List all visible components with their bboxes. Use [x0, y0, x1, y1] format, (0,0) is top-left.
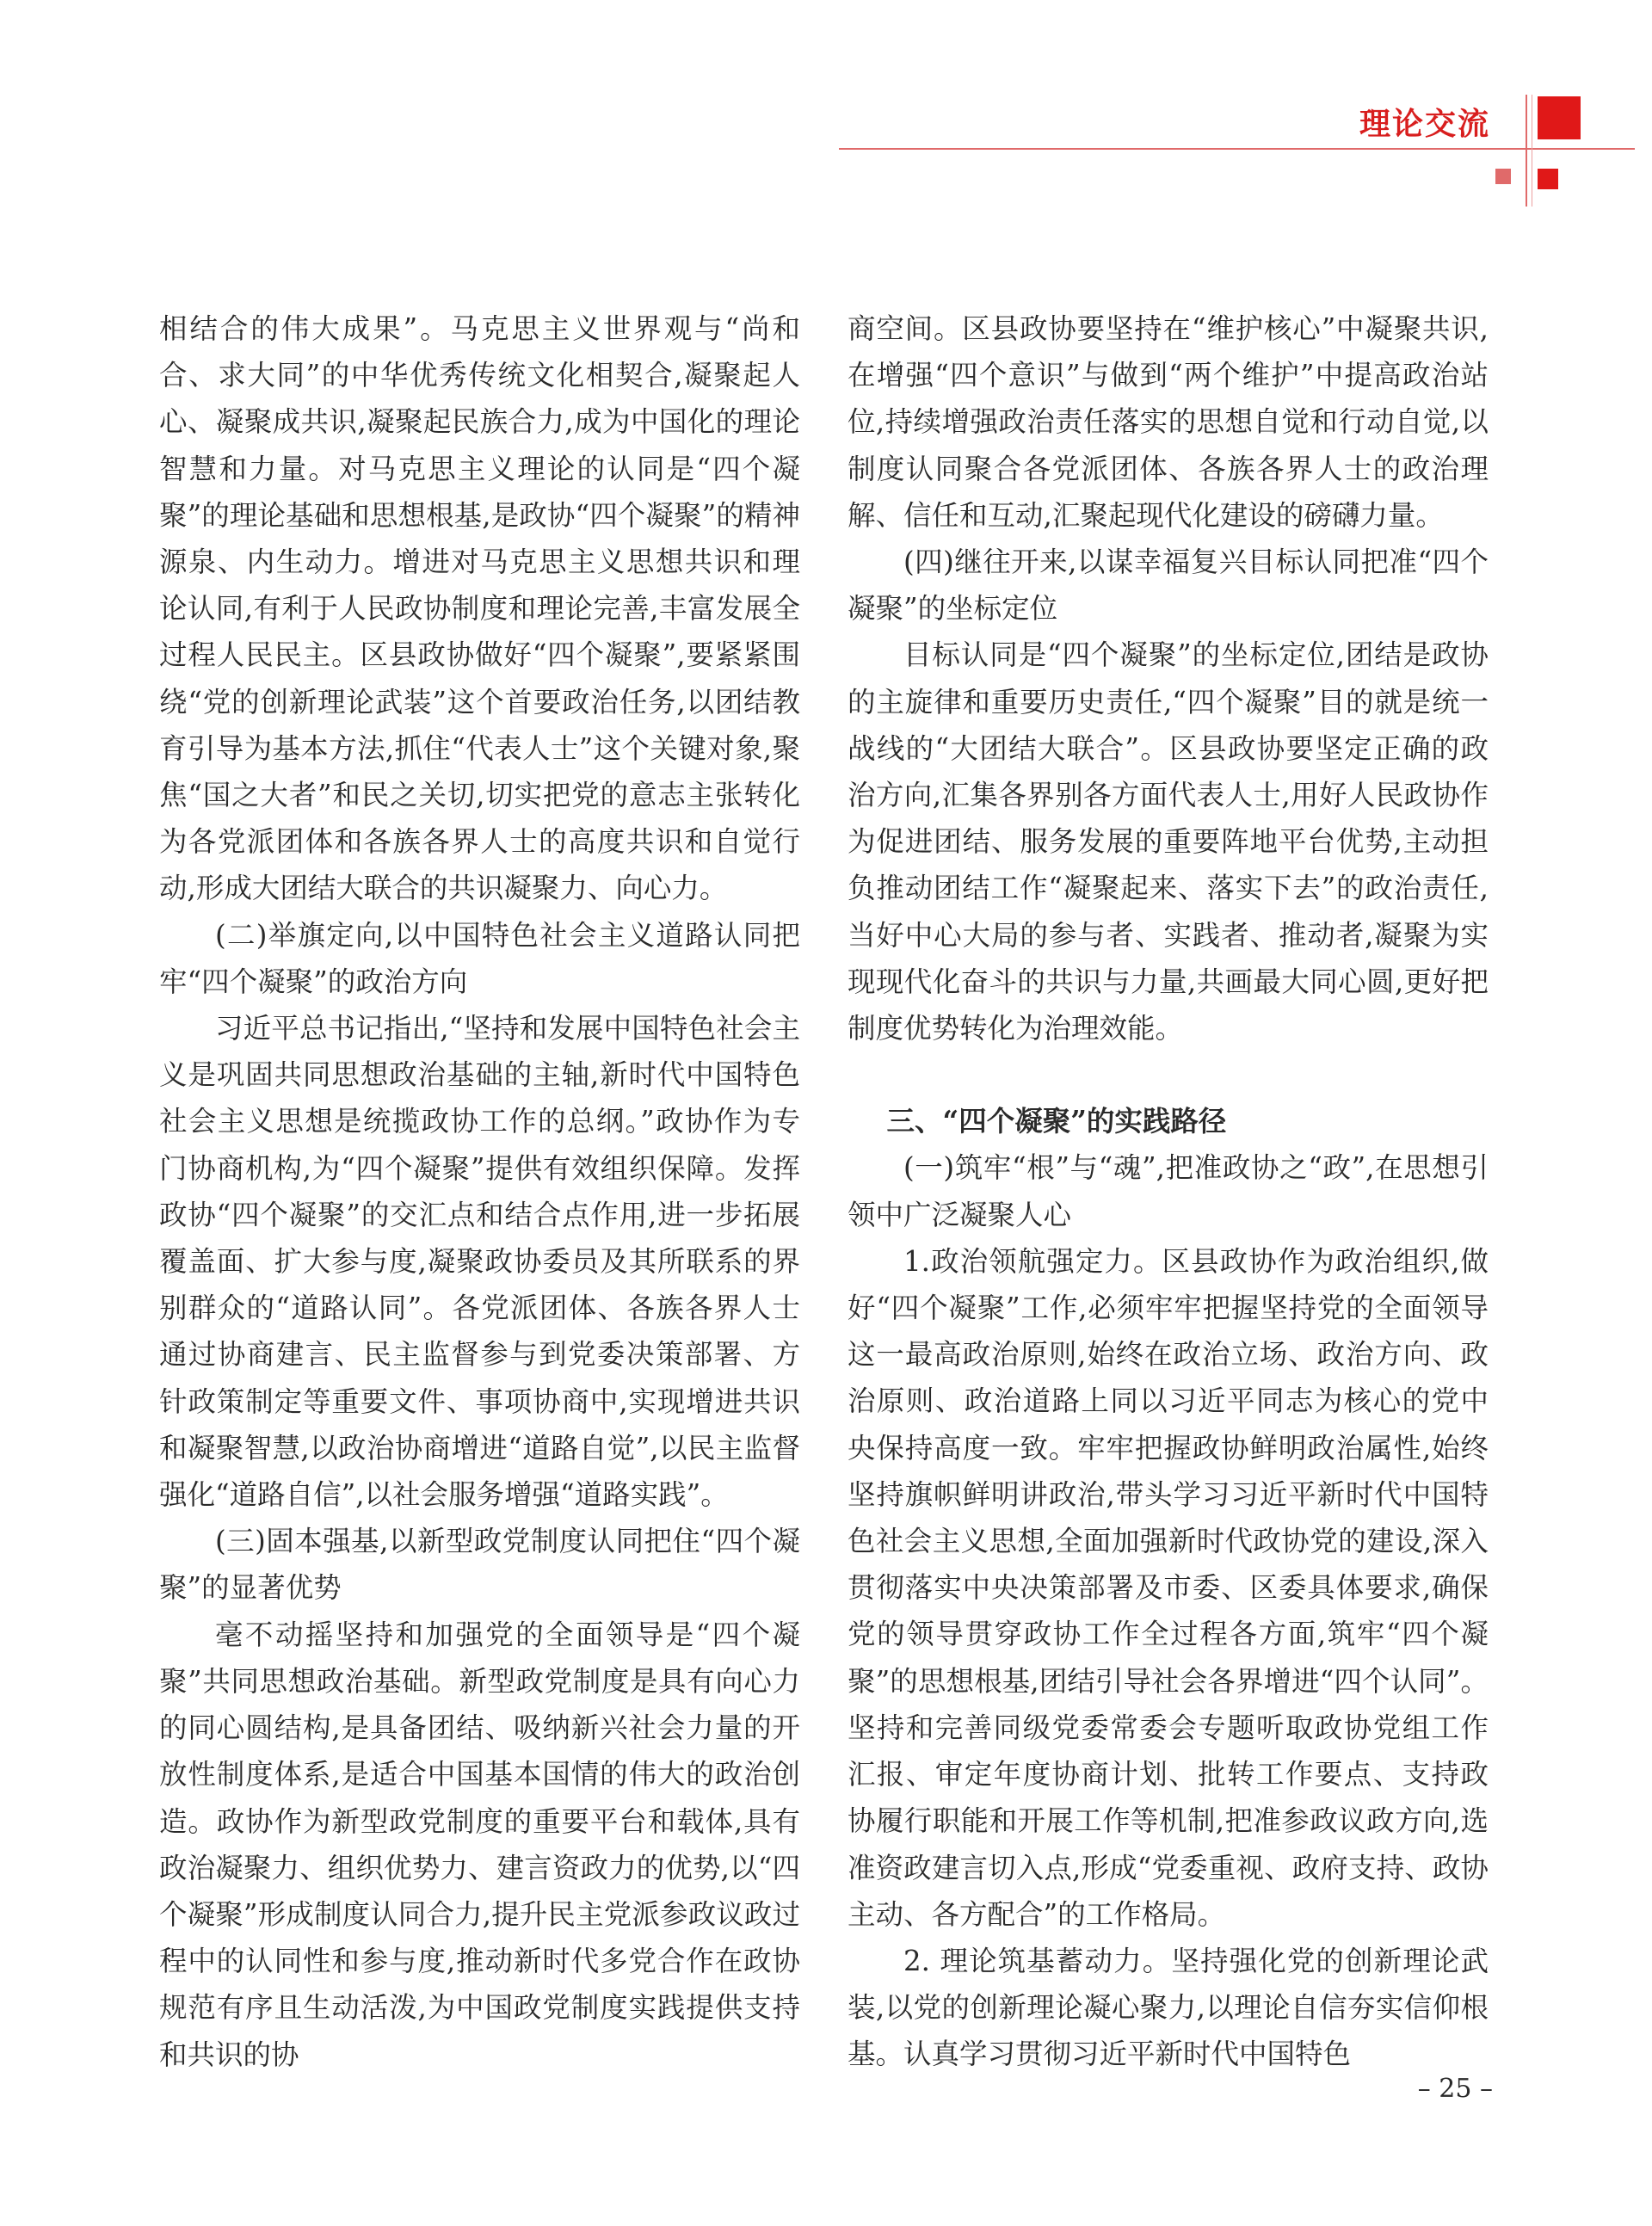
paragraph: 毫不动摇坚持和加强党的全面领导是“四个凝聚”共同思想政治基础。新型政党制度是具有向心力的同心圆结构,是具备团结、吸纳新兴社会力量的开放性制度体系,是适合中国基本国情的伟大的政治创造。政协作为新型政党制度的重要平台和载体,具有政治凝聚力、组织优势力、建言资政力的优势,以“四个凝聚”形成制度认同合力,提升民主党派参政议政过程中的认同性和参与度,推动新时代多党合作在政协规范有序且生动活泼,为中国政党制度实践提供支持和共识的协	[159, 1618, 800, 2071]
section-title: 理论交流	[1359, 107, 1491, 142]
paragraph: 2. 理论筑基蓄动力。坚持强化党的创新理论武装,以党的创新理论凝心聚力,以理论自信夯实信仰根基。认真学习贯彻习近平新时代中国特色	[848, 1944, 1489, 2071]
subheading: (一)筑牢“根”与“魂”,把准政协之“政”,在思想引领中广泛凝聚人心	[848, 1151, 1489, 1231]
paragraph: 目标认同是“四个凝聚”的坐标定位,团结是政协的主旋律和重要历史责任,“四个凝聚”目的就是统一战线的“大团结大联合”。区县政协要坚定正确的政治方向,汇集各界别各方面代表人士,用好人民政协作为促进团结、服务发展的重要阵地平台优势,主动担负推动团结工作“凝聚起来、落实下去”的政治责任,当好中心大局的参与者、实践者、推动者,凝聚为实现现代化奋斗的共识与力量,共画最大同心圆,更好把制度优势转化为治理效能。	[848, 638, 1489, 1045]
paragraph: 相结合的伟大成果”。马克思主义世界观与“尚和合、求大同”的中华优秀传统文化相契合,凝聚起人心、凝聚成共识,凝聚起民族合力,成为中国化的理论智慧和力量。对马克思主义理论的认同是“四个凝聚”的理论基础和思想根基,是政协“四个凝聚”的精神源泉、内生动力。增进对马克思主义思想共识和理论认同,有利于人民政协制度和理论完善,丰富发展全过程人民民主。区县政协做好“四个凝聚”,要紧紧围绕“党的创新理论武装”这个首要政治任务,以团结教育引导为基本方法,抓住“代表人士”这个关键对象,聚焦“国之大者”和民之关切,切实把党的意志主张转化为各党派团体和各族各界人士的高度共识和自觉行动,形成大团结大联合的共识凝聚力、向心力。	[159, 312, 800, 905]
header-red-square-large	[1538, 96, 1581, 139]
header-rule-horizontal	[839, 148, 1635, 150]
paragraph: 习近平总书记指出,“坚持和发展中国特色社会主义是巩固共同思想政治基础的主轴,新时代中国特色社会主义思想是统揽政协工作的总纲。”政协作为专门协商机构,为“四个凝聚”提供有效组织保障。发挥政协“四个凝聚”的交汇点和结合点作用,进一步拓展覆盖面、扩大参与度,凝聚政协委员及其所联系的界别群众的“道路认同”。各党派团体、各族各界人士通过协商建言、民主监督参与到党委决策部署、方针政策制定等重要文件、事项协商中,实现增进共识和凝聚智慧,以政治协商增进“道路自觉”,以民主监督强化“道路自信”,以社会服务增强“道路实践”。	[159, 1012, 800, 1512]
paragraph: 商空间。区县政协要坚持在“维护核心”中凝聚共识,在增强“四个意识”与做到“两个维护”中提高政治站位,持续增强政治责任落实的思想自觉和行动自觉,以制度认同聚合各党派团体、各族各界人士的政治理解、信任和互动,汇聚起现代化建设的磅礴力量。	[848, 312, 1489, 532]
subheading: (二)举旗定向,以中国特色社会主义道路认同把牢“四个凝聚”的政治方向	[159, 918, 800, 998]
page-number: – 25 –	[1417, 2074, 1493, 2104]
subheading: (三)固本强基,以新型政党制度认同把住“四个凝聚”的显著优势	[159, 1525, 800, 1605]
subheading: (四)继往开来,以谋幸福复兴目标认同把准“四个凝聚”的坐标定位	[848, 546, 1489, 626]
section-heading: 三、“四个凝聚”的实践路径	[886, 1104, 1227, 1138]
left-column	[159, 305, 800, 2078]
header-rule-vertical	[1526, 95, 1527, 207]
right-column	[848, 305, 1489, 2078]
paragraph: 1.政治领航强定力。区县政协作为政治组织,做好“四个凝聚”工作,必须牢牢把握坚持党的全面领导这一最高政治原则,始终在政治立场、政治方向、政治原则、政治道路上同以习近平同志为核心的党中央保持高度一致。牢牢把握政协鲜明政治属性,始终坚持旗帜鲜明讲政治,带头学习习近平新时代中国特色社会主义思想,全面加强新时代政协党的建设,深入贯彻落实中央决策部署及市委、区委具体要求,确保党的领导贯穿政协工作全过程各方面,筑牢“四个凝聚”的思想根基,团结引导社会各界增进“四个认同”。坚持和完善同级党委常委会专题听取政协党组工作汇报、审定年度协商计划、批转工作要点、支持政协履行职能和开展工作等机制,把准参政议政方向,选准资政建言切入点,形成“党委重视、政府支持、政协主动、各方配合”的工作格局。	[848, 1244, 1489, 1931]
header-pink-square-small	[1495, 169, 1511, 184]
spacer	[848, 1051, 1489, 1098]
header-red-square-small	[1538, 169, 1558, 189]
